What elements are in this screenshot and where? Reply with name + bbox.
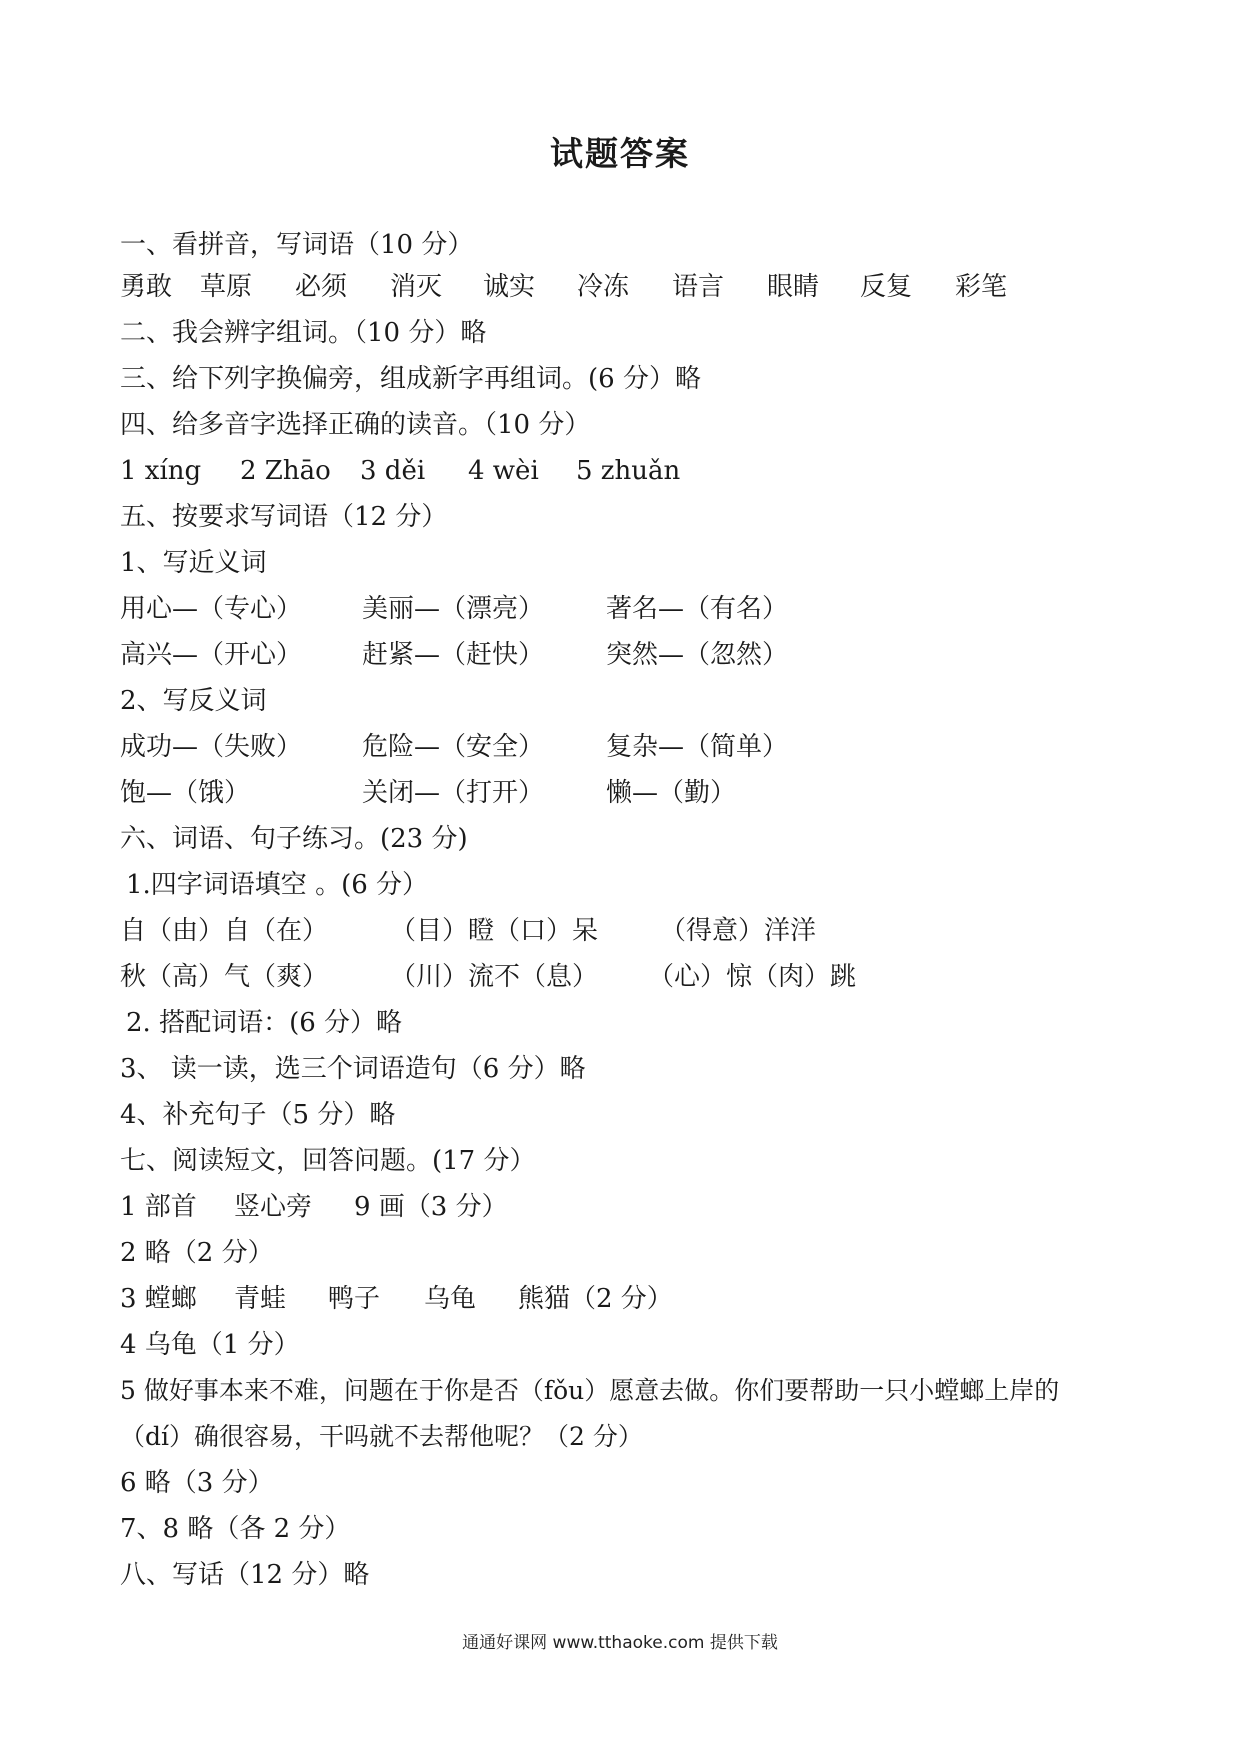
idiom: （得意）洋洋	[660, 916, 817, 946]
word-7: 语言	[672, 272, 725, 302]
antonym-pair: 关闭—（打开）	[362, 778, 545, 808]
synonym-pair: 高兴—（开心）	[120, 640, 303, 670]
word-3: 必须	[295, 272, 348, 302]
synonym-pair: 用心—（专心）	[120, 594, 303, 624]
word-1: 勇敢	[120, 272, 173, 302]
section-5-heading: 五、按要求写词语（12 分）	[120, 502, 448, 532]
section-5-sub-1: 1、写近义词	[120, 548, 267, 578]
synonym-pair: 突然—（忽然）	[606, 640, 789, 670]
answer-part: 鸭子	[328, 1284, 381, 1314]
answer-part: 乌龟	[424, 1284, 477, 1314]
synonym-pair: 赶紧—（赶快）	[362, 640, 545, 670]
reading-answer-4: 4 乌龟（1 分）	[120, 1330, 300, 1360]
antonym-pair: 复杂—（简单）	[606, 732, 789, 762]
answer-part: 3 螳螂	[120, 1284, 197, 1314]
section-3-heading: 三、给下列字换偏旁，组成新字再组词。(6 分）略	[120, 364, 701, 394]
section-6-sub-4: 4、补充句子（5 分）略	[120, 1100, 396, 1130]
word-10: 彩笔	[955, 272, 1008, 302]
synonym-pair: 著名—（有名）	[606, 594, 789, 624]
answer-part: 1 部首	[120, 1192, 197, 1222]
word-6: 冷冻	[577, 272, 630, 302]
reading-answer-2: 2 略（2 分）	[120, 1238, 274, 1268]
section-7-heading: 七、阅读短文，回答问题。(17 分）	[120, 1146, 536, 1176]
pinyin-answer-2: 2 Zhāo	[240, 456, 331, 486]
idiom: （川）流不（息）	[390, 962, 599, 992]
word-4: 消灭	[390, 272, 443, 302]
section-2-heading: 二、我会辨字组词。（10 分）略	[120, 318, 487, 348]
section-6-sub-2: 2. 搭配词语：(6 分）略	[126, 1008, 403, 1038]
section-6-sub-3: 3、 读一读，选三个词语造句（6 分）略	[120, 1054, 586, 1084]
idiom: （目）瞪（口）呆	[390, 916, 599, 946]
page-title: 试题答案	[550, 134, 690, 173]
synonym-pair: 美丽—（漂亮）	[362, 594, 545, 624]
answer-part: 青蛙	[234, 1284, 287, 1314]
antonym-pair: 成功—（失败）	[120, 732, 303, 762]
section-6-sub-1: 1.四字词语填空 。(6 分）	[126, 870, 429, 900]
reading-answer-6: 6 略（3 分）	[120, 1468, 274, 1498]
word-2: 草原	[200, 272, 253, 302]
word-8: 眼睛	[767, 272, 820, 302]
idiom: 秋（高）气（爽）	[120, 962, 329, 992]
section-1-heading: 一、看拼音，写词语（10 分）	[120, 230, 474, 260]
word-5: 诚实	[483, 272, 536, 302]
reading-answer-5-line-2: （dí）确很容易，干吗就不去帮他呢？（2 分）	[120, 1422, 643, 1451]
pinyin-answer-1: 1 xíng	[120, 456, 202, 486]
section-4-heading: 四、给多音字选择正确的读音。（10 分）	[120, 410, 591, 440]
section-5-sub-2: 2、写反义词	[120, 686, 267, 716]
antonym-pair: 懒—（勤）	[606, 778, 737, 808]
section-6-heading: 六、词语、句子练习。(23 分)	[120, 824, 468, 854]
answer-part: 熊猫（2 分）	[518, 1284, 673, 1314]
section-8-heading: 八、写话（12 分）略	[120, 1560, 370, 1590]
word-9: 反复	[860, 272, 913, 302]
footer-source: 通通好课网 www.tthaoke.com 提供下载	[462, 1633, 778, 1653]
reading-answer-7-8: 7、8 略（各 2 分）	[120, 1514, 351, 1544]
idiom: 自（由）自（在）	[120, 916, 329, 946]
antonym-pair: 危险—（安全）	[362, 732, 545, 762]
reading-answer-5-line-1: 5 做好事本来不难，问题在于你是否（fǒu）愿意去做。你们要帮助一只小螳螂上岸的	[120, 1376, 1060, 1405]
pinyin-answer-3: 3 děi	[360, 456, 426, 486]
pinyin-answer-5: 5 zhuǎn	[576, 456, 681, 486]
antonym-pair: 饱—（饿）	[120, 778, 251, 808]
answer-part: 9 画（3 分）	[354, 1192, 508, 1222]
answer-part: 竖心旁	[234, 1192, 313, 1222]
idiom: （心）惊（肉）跳	[648, 962, 857, 992]
pinyin-answer-4: 4 wèi	[468, 456, 539, 486]
